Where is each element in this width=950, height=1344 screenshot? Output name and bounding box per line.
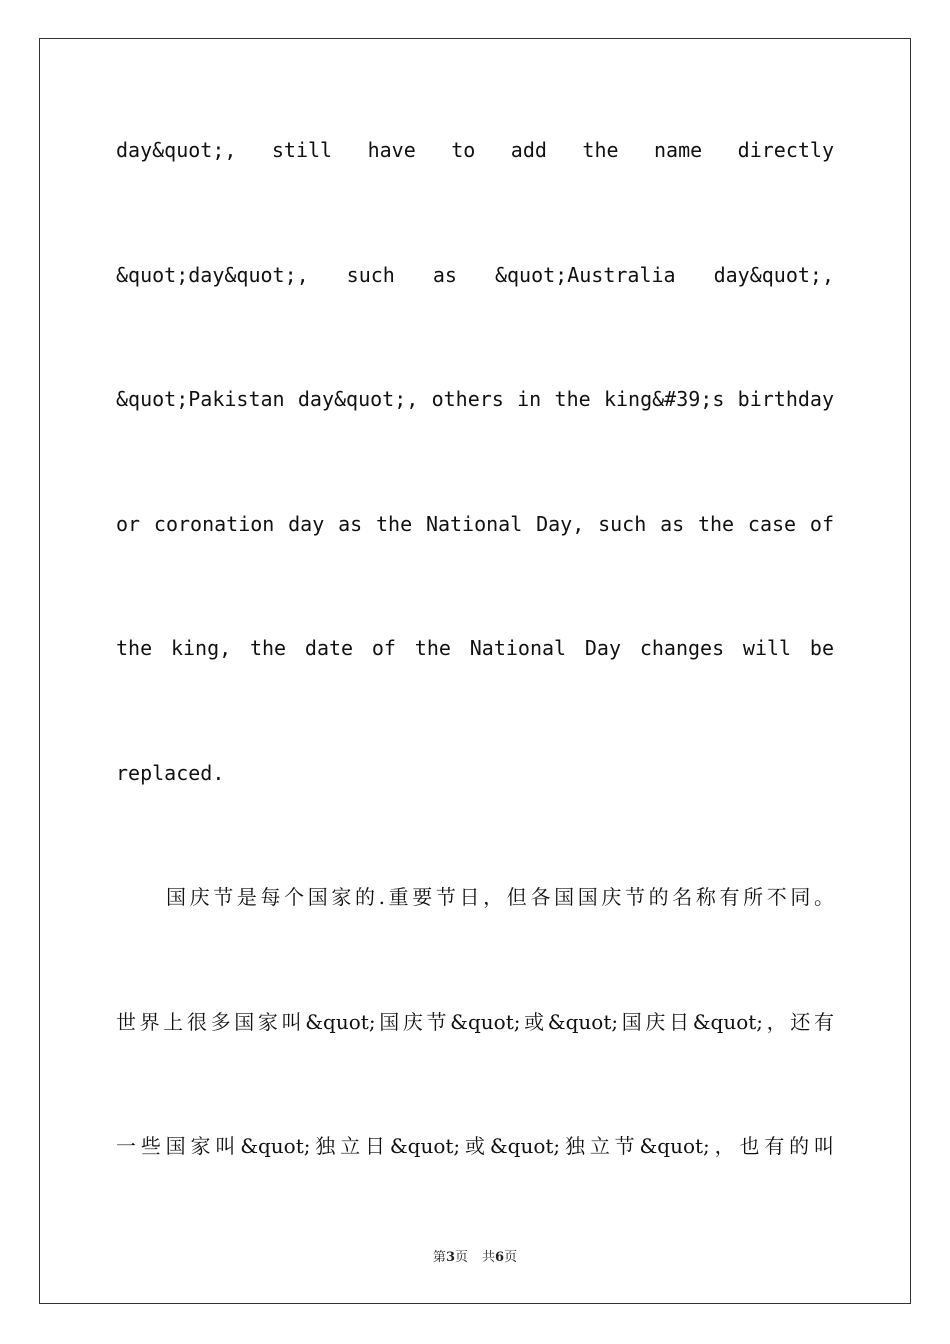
text-line-5: the king, the date of the National Day changes will be [116,636,834,660]
text-line-6: replaced. [116,760,225,785]
page-footer [0,1246,950,1265]
footer-total-suffix: 页 [504,1250,518,1265]
current-page-number: 3 [445,1250,455,1265]
text-line-3: &quot;Pakistan day&quot;, others in the king&#39;s birthday [116,387,834,411]
text-line-1: day&quot;, still have to add the name directly [116,138,834,162]
document-body [116,118,834,1239]
footer-page-suffix: 页 [454,1250,468,1265]
text-line-2: &quot;day&quot;, such as &quot;Australia day&quot;, [116,262,834,287]
text-line-9: 一些国家叫&quot;独立日&quot;或&quot;独立节&quot;，也有的叫 [116,1134,834,1158]
text-line-8: 世界上很多国家叫&quot;国庆节&quot;或&quot;国庆日&quot;，还有 [116,1009,834,1034]
total-pages-number: 6 [495,1250,505,1265]
text-line-4: or coronation day as the National Day, such as the case of [116,511,834,536]
footer-prefix: 第 [432,1250,446,1265]
footer-total-prefix: 共 [482,1250,496,1265]
text-line-7: 国庆节是每个国家的.重要节日，但各国国庆节的名称有所不同。 [166,885,834,909]
